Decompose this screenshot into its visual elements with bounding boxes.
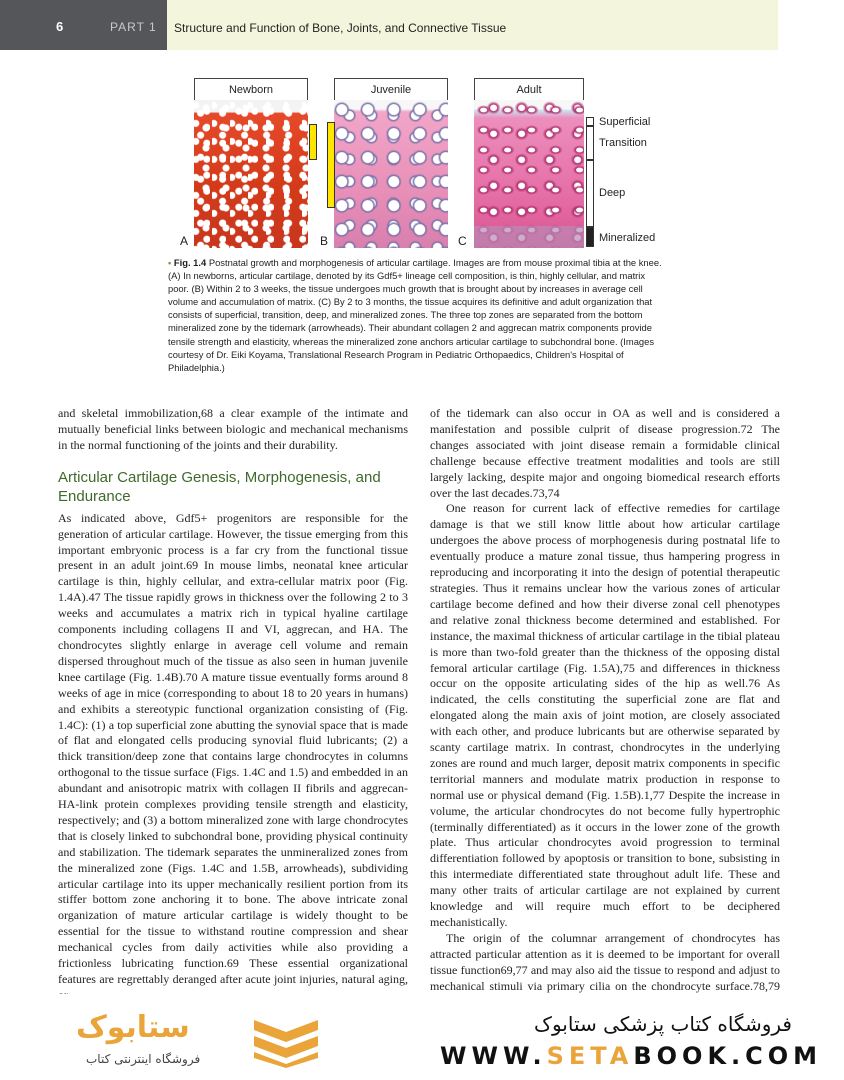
left-column	[58, 406, 408, 1004]
figure-panel-juvenile	[334, 78, 448, 248]
figure-panel-newborn	[194, 78, 308, 248]
part-label: PART 1	[110, 20, 157, 34]
section-title: Structure and Function of Bone, Joints, and Connective Tissue	[174, 21, 507, 35]
body-paragraph: As indicated above, Gdf5+ progenitors are responsible for the generation of articular cartilage. However, the tissue emerging from this important embryonic process is a far cry from the functional tissue present in an adult joint.69 In mouse limbs, neonatal knee articular cartilage is thin, highly cellular, and extra-cellular matrix poor (Fig. 1.4A).47 The tissue rapidly grows in thickness over the following 2 to 3 weeks and accumulates a matrix rich in typical hyaline cartilage components including collagens II and VI, aggrecan, and HA. The chondrocytes slightly enlarge in average cell volume and remain dispersed throughout much of the tissue as also seen in human juvenile knee cartilage (Fig. 1.4B).70 A mature tissue eventually forms around 8 weeks of age in mice (corresponding to about 18 to 20 years in humans) and exhibits a stereotypic functional organization consisting of (Fig. 1.4C): (1) a top superficial zone abutting the synovial space that is made of flat and elongated cells producing synovial fluid lubricants; (2) a thick transition/deep zone that contains large chondrocytes in columns orthogonal to the tissue surface (Figs. 1.4C and 1.5) and embedded in an abundant and anisotropic matrix with collagen II fibrils and aggrecan-HA-link protein complexes providing tensile strength and elasticity, respectively; and (3) a bottom mineralized zone with large chondrocytes that is closely linked to subchondral bone, providing physical continuity and stabilization. The tidemark separates the unmineralized zones from the mineralized zone (Figs. 1.4C and 1.5B, arrowheads), subdividing articular cartilage into its upper mechanically resilient portion from its stiffer bottom zone anchoring it to bone. The above intricate zonal organization of mature articular cartilage is widely thought to be essential for the tissue to withstand routine compression and shear mechanical cycles from daily activities while also providing a frictionless lubricating function.69 These essential organizational features are regrettably deranged after acute joint injuries, natural aging,	[58, 510, 408, 986]
url-suffix: BOOK.COM	[633, 1042, 823, 1070]
zone-label-deep: Deep	[599, 187, 626, 199]
page-number-box	[0, 0, 167, 50]
body-paragraph: of the tidemark can also occur in OA as well and is considered a manifestation and possible culprit of disease progression.72 The changes associated with joint disease remain a formidable clinical challenge because effective treatment modalities and tools are still largely lacking, despite major and ongoing biomedical research efforts over the last decades.73,74	[430, 406, 780, 500]
brand-chevron-icon	[254, 1016, 318, 1068]
right-column	[430, 406, 780, 1010]
zone-label-mineralized: Mineralized	[599, 232, 656, 244]
shop-url[interactable]	[440, 1042, 822, 1070]
caption-bullet-icon: •	[168, 257, 172, 268]
tissue-image	[474, 100, 584, 248]
body-paragraph: and skeletal immobilization,68 a clear example of the intimate and mutually beneficial links between biologic and mechanical mechanisms in the normal functioning of the joints and their durability.	[58, 406, 408, 452]
section-heading: Articular Cartilage Genesis, Morphogenesis, and Endurance	[58, 468, 381, 505]
zone-marker-superficial	[586, 117, 594, 126]
zone-marker-mineralized	[586, 227, 594, 247]
zone-label-transition: Transition	[599, 137, 647, 149]
panel-letter-b: B	[320, 234, 329, 248]
tissue-image	[194, 100, 308, 248]
brand-logo-subtitle: فروشگاه اینترنتی کتاب	[86, 1052, 201, 1066]
shop-name: فروشگاه کتاب پزشکی ستابوک	[534, 1012, 792, 1036]
url-accent: SETA	[546, 1042, 634, 1070]
zone-label-superficial: Superficial	[599, 116, 651, 128]
thickness-bar-juvenile	[327, 122, 335, 208]
page-number: 6	[56, 19, 64, 34]
body-paragraph: The origin of the columnar arrangement of chondrocytes has attracted particular attention as it is deemed to be important for overall tissue function69,77 and may also aid the tissue to respond and adjust to mechanical stimuli via primary cilia on the chondrocyte surface.78,79	[430, 930, 780, 993]
thickness-bar-newborn	[309, 124, 317, 160]
panel-title: Juvenile	[334, 78, 448, 100]
caption-text: Postnatal growth and morphogenesis of articular cartilage. Images are from mouse proximal tibia at the knee. (A) In newborns, articular cartilage, denoted by its Gdf5+ lineage cell composition, is thin, highly cellular, and matrix poor. (B) Within 2 to 3 weeks, the tissue undergoes much growth that is brought about by increases in average cell volume and accumulation of matrix. (C) By 2 to 3 months, the tissue acquires its definitive and adult organization that consists of superficial, transition, deep, and mineralized zones. The three top zones are separated from the bottom mineralized zone by the tidemark (arrowheads). Their abundant collagen 2 and aggrecan matrix components provide tensile strength and elasticity, whereas the mineralized zone anchors articular cartilage to subchondral bone. (Images courtesy of Dr. Eiki Koyama, Translational Research Program in Pediatric Orthopaedics, Children's Hospital of Philadelphia.)	[168, 257, 662, 373]
panel-title: Newborn	[194, 78, 308, 100]
figure-label: Fig. 1.4	[173, 257, 207, 268]
panel-title: Adult	[474, 78, 584, 100]
zone-marker-transition	[586, 126, 594, 160]
tissue-image	[334, 100, 448, 248]
url-prefix: WWW.	[440, 1042, 547, 1070]
zone-marker-deep	[586, 160, 594, 227]
panel-letter-a: A	[180, 234, 189, 248]
mineralized-zone	[474, 226, 584, 248]
figure-caption	[168, 256, 668, 374]
brand-logo-text: ستابوک	[76, 1010, 190, 1045]
figure-panel-adult	[474, 78, 584, 248]
running-header	[0, 0, 778, 50]
body-paragraph: One reason for current lack of effective remedies for cartilage damage is that we still know little about how articular cartilage undergoes the above process of morphogenesis during postnatal life to eventually produce a mature zonal tissue, thus hampering progress in reproducing and incorporating it into the design of potential therapeutic strategies. Thus it remains unclear how the various zones of articular cartilage become defined and how their diverse zonal cell phenotypes and relative zonal thickness become determined and established. For instance, the maximal thickness of articular cartilage in the tibial plateau is more than two-fold greater than the thickness of the opposing distal femoral articular cartilage (Fig. 1.5A),75 and differences in thickness occur on the opposite articulating sides of the hip as well.76 As indicated, the cells constituting the superficial zone are flat and elongated along the main axis of joint motion, are closely associated with each other, and produce lubricants but are otherwise separated by scanty cartilage matrix. In contrast, chondrocytes in the underlying zones are round and much larger, deposit matrix components in specific territorial manners and modulate matrix production in response to normal use or physical demand (Fig. 1.5B).1,77 Despite the increase in volume, the articular chondrocytes do not become fully hypertrophic (terminally differentiated) as it occurs in the lower zone of the growth plate. Thus articular chondrocytes avoid progression to terminal differentiation followed by apoptosis or transition to bone, subsisting in this intermediate differentiated state throughout adult life. These and many other traits of articular cartilage are not explained by current knowledge and will require much effort to be deciphered mechanistically.	[430, 501, 780, 929]
panel-letter-c: C	[458, 234, 467, 248]
